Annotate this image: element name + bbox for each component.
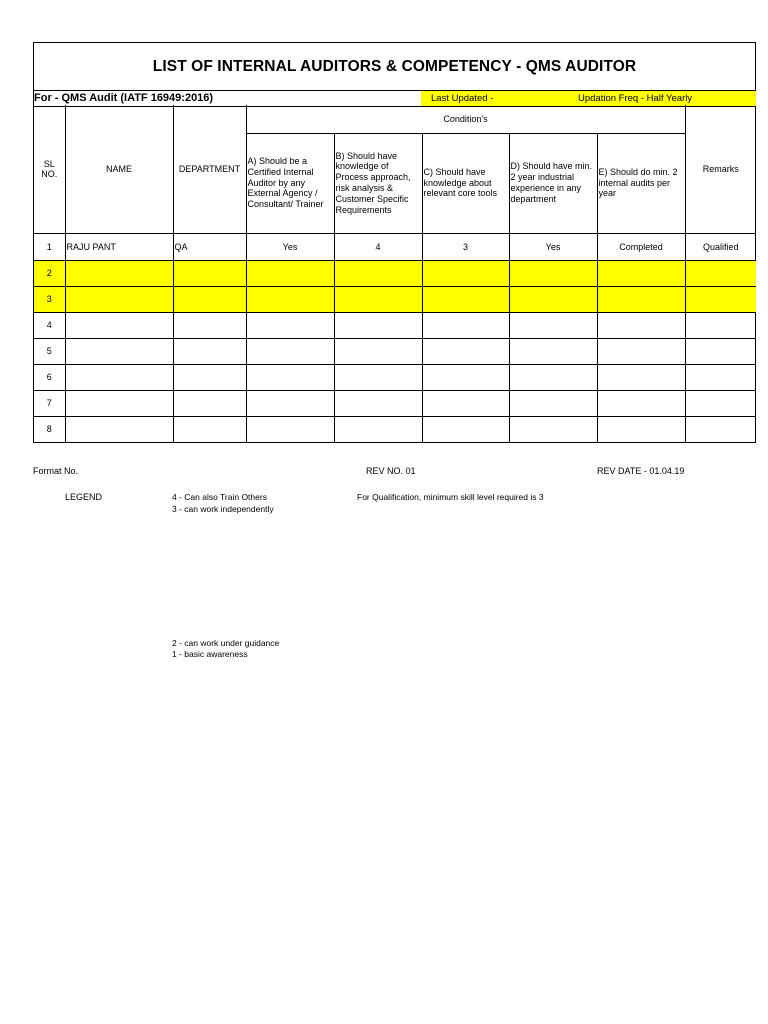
table-row — [34, 338, 756, 364]
condition-d-cell — [509, 338, 597, 364]
condition-e-cell — [597, 286, 685, 312]
rev-no-label: REV NO. 01 — [366, 466, 416, 476]
condition-d-cell: Yes — [509, 233, 597, 260]
table-header-row — [34, 105, 756, 133]
condition-e-cell — [597, 260, 685, 286]
legend-level-2: 2 - can work under guidance — [172, 638, 280, 648]
name-cell — [65, 390, 173, 416]
audit-scope-label: For - QMS Audit (IATF 16949:2016) — [34, 92, 214, 104]
condition-c-cell — [422, 416, 509, 442]
department-cell — [173, 260, 246, 286]
condition-b-header: B) Should have knowledge of Process approach, risk analysis & Customer Specific Requirements — [334, 133, 422, 233]
auditor-list-sheet — [33, 42, 756, 443]
sl-cell: 6 — [34, 364, 65, 390]
condition-b-cell — [334, 338, 422, 364]
condition-a-cell — [246, 338, 334, 364]
condition-d-cell — [509, 260, 597, 286]
remarks-cell: Qualified — [685, 233, 756, 260]
qualification-note: For Qualification, minimum skill level required is 3 — [357, 492, 544, 502]
remarks-header: Remarks — [685, 105, 756, 233]
condition-a-cell — [246, 390, 334, 416]
page-title: LIST OF INTERNAL AUDITORS & COMPETENCY - QMS AUDITOR — [152, 58, 637, 75]
name-cell — [65, 260, 173, 286]
condition-a-cell — [246, 312, 334, 338]
condition-d-cell — [509, 286, 597, 312]
name-cell: RAJU PANT — [65, 233, 173, 260]
department-cell — [173, 338, 246, 364]
condition-c-cell — [422, 338, 509, 364]
condition-e-header: E) Should do min. 2 internal audits per year — [597, 133, 685, 233]
sl-cell: 2 — [34, 260, 65, 286]
condition-b-cell — [334, 286, 422, 312]
department-cell — [173, 390, 246, 416]
conditions-header: Condition's — [246, 105, 685, 133]
department-cell — [173, 416, 246, 442]
legend-level-1: 1 - basic awareness — [172, 649, 248, 659]
condition-e-cell — [597, 312, 685, 338]
condition-a-cell: Yes — [246, 233, 334, 260]
condition-d-cell — [509, 416, 597, 442]
condition-c-header: C) Should have knowledge about relevant core tools — [422, 133, 509, 233]
condition-e-cell — [597, 390, 685, 416]
sl-cell: 8 — [34, 416, 65, 442]
remarks-cell — [685, 364, 756, 390]
legend-level-3: 3 - can work independently — [172, 504, 274, 514]
sl-cell: 5 — [34, 338, 65, 364]
condition-c-cell — [422, 390, 509, 416]
sl-cell: 4 — [34, 312, 65, 338]
name-cell — [65, 286, 173, 312]
updation-frequency-label: Updation Freq - Half Yearly — [578, 93, 693, 104]
table-row — [34, 416, 756, 442]
table-row — [34, 260, 756, 286]
department-cell — [173, 364, 246, 390]
condition-a-cell — [246, 364, 334, 390]
condition-a-cell — [246, 260, 334, 286]
condition-c-cell — [422, 364, 509, 390]
table-row — [34, 312, 756, 338]
department-cell — [173, 312, 246, 338]
name-cell — [65, 338, 173, 364]
name-header: NAME — [65, 105, 173, 233]
remarks-cell — [685, 390, 756, 416]
format-no-label: Format No. — [33, 466, 79, 476]
table-row — [34, 364, 756, 390]
condition-b-cell — [334, 312, 422, 338]
condition-b-cell — [334, 364, 422, 390]
department-cell: QA — [173, 233, 246, 260]
department-cell — [173, 286, 246, 312]
condition-b-cell — [334, 260, 422, 286]
condition-c-cell — [422, 312, 509, 338]
auditor-competency-table — [34, 105, 756, 442]
condition-a-cell — [246, 416, 334, 442]
remarks-cell — [685, 338, 756, 364]
condition-e-cell — [597, 338, 685, 364]
condition-c-cell — [422, 286, 509, 312]
condition-d-cell — [509, 390, 597, 416]
remarks-cell — [685, 416, 756, 442]
remarks-cell — [685, 286, 756, 312]
condition-c-cell — [422, 260, 509, 286]
legend-level-4: 4 - Can also Train Others — [172, 492, 267, 502]
name-cell — [65, 312, 173, 338]
sl-cell: 1 — [34, 233, 65, 260]
table-row — [34, 390, 756, 416]
legend-label: LEGEND — [65, 492, 103, 502]
table-row — [34, 233, 756, 260]
name-cell — [65, 364, 173, 390]
condition-e-cell — [597, 416, 685, 442]
sl-cell: 3 — [34, 286, 65, 312]
condition-e-cell — [597, 364, 685, 390]
department-header: DEPARTMENT — [173, 105, 246, 233]
condition-c-cell: 3 — [422, 233, 509, 260]
sl-cell: 7 — [34, 390, 65, 416]
condition-b-cell — [334, 390, 422, 416]
sl-no-header: SL NO. — [34, 105, 65, 233]
condition-a-header: A) Should be a Certified Internal Auditor by any External Agency / Consultant/ Trainer — [246, 133, 334, 233]
condition-d-cell — [509, 364, 597, 390]
condition-d-header: D) Should have min. 2 year industrial experience in any department — [509, 133, 597, 233]
table-row — [34, 286, 756, 312]
remarks-cell — [685, 312, 756, 338]
condition-b-cell — [334, 416, 422, 442]
condition-d-cell — [509, 312, 597, 338]
remarks-cell — [685, 260, 756, 286]
name-cell — [65, 416, 173, 442]
condition-b-cell: 4 — [334, 233, 422, 260]
last-updated-label: Last Updated - — [431, 93, 494, 104]
rev-date-label: REV DATE - 01.04.19 — [597, 466, 685, 476]
condition-e-cell: Completed — [597, 233, 685, 260]
condition-a-cell — [246, 286, 334, 312]
